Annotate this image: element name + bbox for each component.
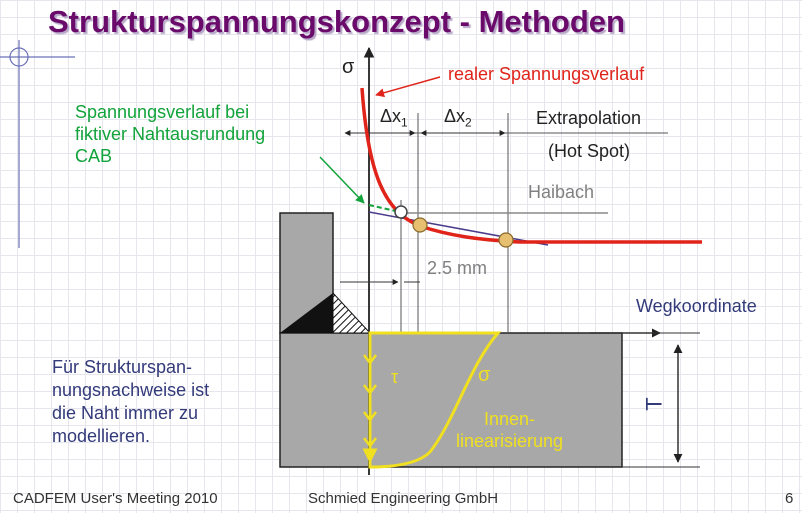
linearization-line-2: linearisierung — [456, 431, 564, 451]
haibach-point — [395, 206, 407, 218]
slide-title: Strukturspannungskonzept - Methoden — [48, 4, 625, 39]
real-stress-label: realer Spannungsverlauf — [448, 64, 645, 84]
fictitious-label-line-3: CAB — [75, 146, 113, 166]
extrapolation-line — [369, 212, 548, 245]
distance-label: 2.5 mm — [427, 258, 488, 278]
path-coordinate-label: Wegkoordinate — [636, 296, 757, 316]
crosshair-decoration — [0, 40, 75, 248]
page-number: 6 — [785, 490, 794, 507]
fictitious-stress-label — [75, 101, 265, 167]
sigma-axis-label: σ — [342, 56, 355, 78]
real-stress-curve — [362, 88, 702, 242]
dx2-label: $\Delta x_2$ — [444, 106, 472, 130]
base-plate — [280, 333, 622, 467]
weld-toe-hatch — [333, 293, 370, 333]
note-line-1: Für Strukturspan- — [52, 357, 193, 377]
fictitious-label-line-1: Spannungsverlauf bei — [75, 102, 250, 122]
dx1-label: $\Delta x_1$ — [380, 106, 408, 130]
sigma-linearization-label: σ — [478, 364, 491, 386]
readout-point-1 — [413, 218, 427, 232]
readout-point-2 — [499, 233, 513, 247]
tau-label: τ — [391, 367, 399, 387]
modeling-note — [52, 356, 209, 448]
thickness-label: T — [641, 397, 667, 411]
fictitious-label-line-2: fiktiver Nahtausrundung — [75, 124, 266, 144]
linearization-line-1: Innen- — [484, 409, 536, 429]
real-stress-pointer — [376, 77, 440, 95]
fictitious-pointer — [320, 157, 364, 203]
haibach-label: Haibach — [528, 182, 595, 202]
note-line-4: modellieren. — [52, 426, 151, 446]
hotspot-label: (Hot Spot) — [548, 141, 631, 161]
footer-company: Schmied Engineering GmbH — [308, 490, 499, 507]
footer-event: CADFEM User's Meeting 2010 — [13, 490, 218, 507]
linearization-label — [456, 408, 563, 452]
extrapolation-label: Extrapolation — [536, 108, 642, 128]
note-line-3: die Naht immer zu — [52, 403, 199, 423]
note-line-2: nungsnachweise ist — [52, 380, 210, 400]
